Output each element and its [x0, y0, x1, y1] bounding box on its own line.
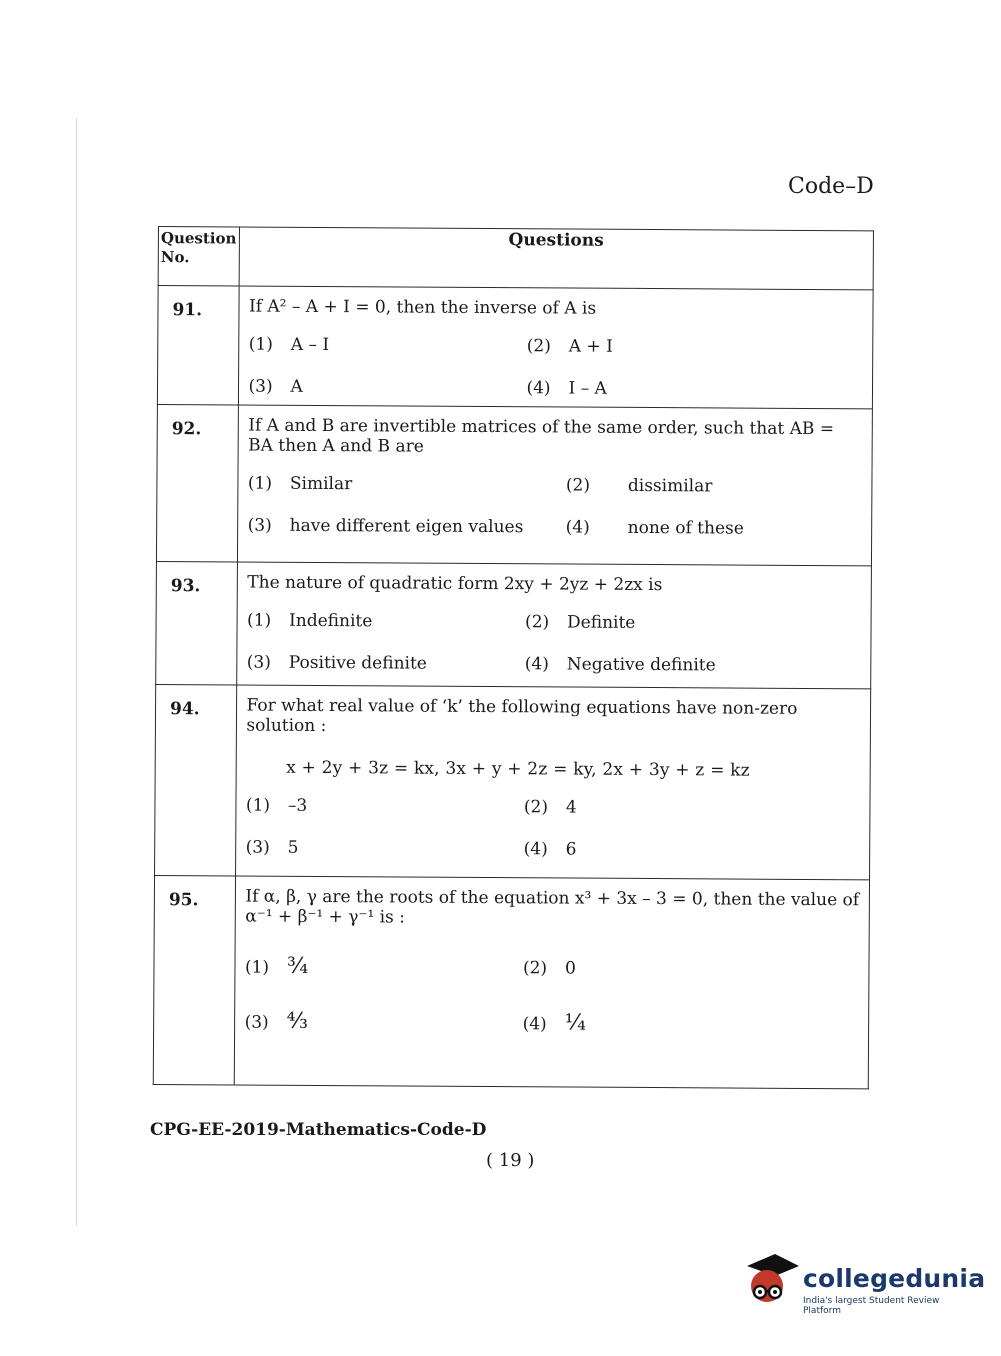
option-4: (4) ¹⁄₄ [522, 1010, 587, 1036]
question-number: 92. [156, 404, 237, 561]
question-stem: The nature of quadratic form 2xy + 2yz + 2zx is [247, 572, 663, 596]
mascot-icon [745, 1250, 801, 1310]
question-stem: If A² – A + I = 0, then the inverse of A is [248, 296, 597, 319]
option-4: (4) Negative definite [524, 654, 716, 676]
option-2: (2) 4 [523, 797, 577, 818]
logo-wordmark: collegedunia [803, 1264, 986, 1293]
options-grid [248, 335, 864, 401]
option-3: (3) ⁴⁄₃ [244, 1008, 309, 1034]
collegedunia-logo [745, 1250, 986, 1316]
page-number: ( 19 ) [486, 1150, 535, 1171]
question-number: 95. [153, 875, 235, 1084]
question-row-91 [157, 286, 873, 409]
option-2: (2) Definite [525, 612, 636, 633]
question-stem: If α, β, γ are the roots of the equation x³ + 3x – 3 = 0, then the value of α⁻¹ + β⁻¹ + γ⁻¹ is : [245, 886, 860, 928]
option-1: (1) Similar [247, 473, 353, 495]
question-number: 93. [156, 561, 237, 684]
question-row-95 [153, 875, 869, 1088]
options-grid [246, 796, 862, 862]
question-stem: For what real value of ‘k’ the following equations have non-zero solution : [246, 695, 798, 737]
logo-tagline: India's largest Student Review Platform [803, 1296, 940, 1316]
paper-code-footer: CPG-EE-2019-Mathematics-Code-D [150, 1120, 487, 1140]
question-no-header: Question No. [158, 227, 239, 286]
questions-header: Questions [239, 227, 874, 290]
question-row-94 [155, 684, 871, 879]
options-grid [247, 611, 863, 677]
paper-code-header: Code–D [788, 174, 874, 199]
option-1: (1) A – I [248, 334, 330, 356]
question-row-93 [156, 561, 872, 688]
table-header-row [158, 227, 873, 290]
scan-margin-line [76, 118, 77, 1226]
option-1: (1) ³⁄₄ [244, 953, 309, 979]
option-4: (4) none of these [565, 517, 744, 539]
option-2: (2) 0 [522, 958, 576, 979]
questions-table [153, 226, 874, 1089]
option-3: (3) Positive definite [246, 652, 427, 674]
options-grid [244, 953, 861, 1037]
option-2: (2) A + I [526, 336, 613, 357]
option-3: (3) have different eigen values [247, 515, 524, 538]
option-3: (3) 5 [245, 837, 299, 858]
question-number: 91. [157, 286, 238, 405]
option-3: (3) A [248, 376, 303, 397]
equation-system: x + 2y + 3z = kx, 3x + y + 2z = ky, 2x + 3y + z = kz [286, 757, 750, 781]
question-stem: If A and B are invertible matrices of the same order, such that AB = BA then A and B are [248, 415, 835, 457]
question-row-92 [156, 404, 872, 565]
option-4: (4) 6 [523, 839, 577, 860]
option-1: (1) Indefinite [247, 610, 373, 632]
question-number: 94. [155, 684, 237, 875]
option-2: (2) dissimilar [565, 475, 713, 497]
option-4: (4) I – A [526, 378, 607, 399]
options-grid [248, 474, 864, 540]
option-1: (1) –3 [245, 795, 308, 816]
